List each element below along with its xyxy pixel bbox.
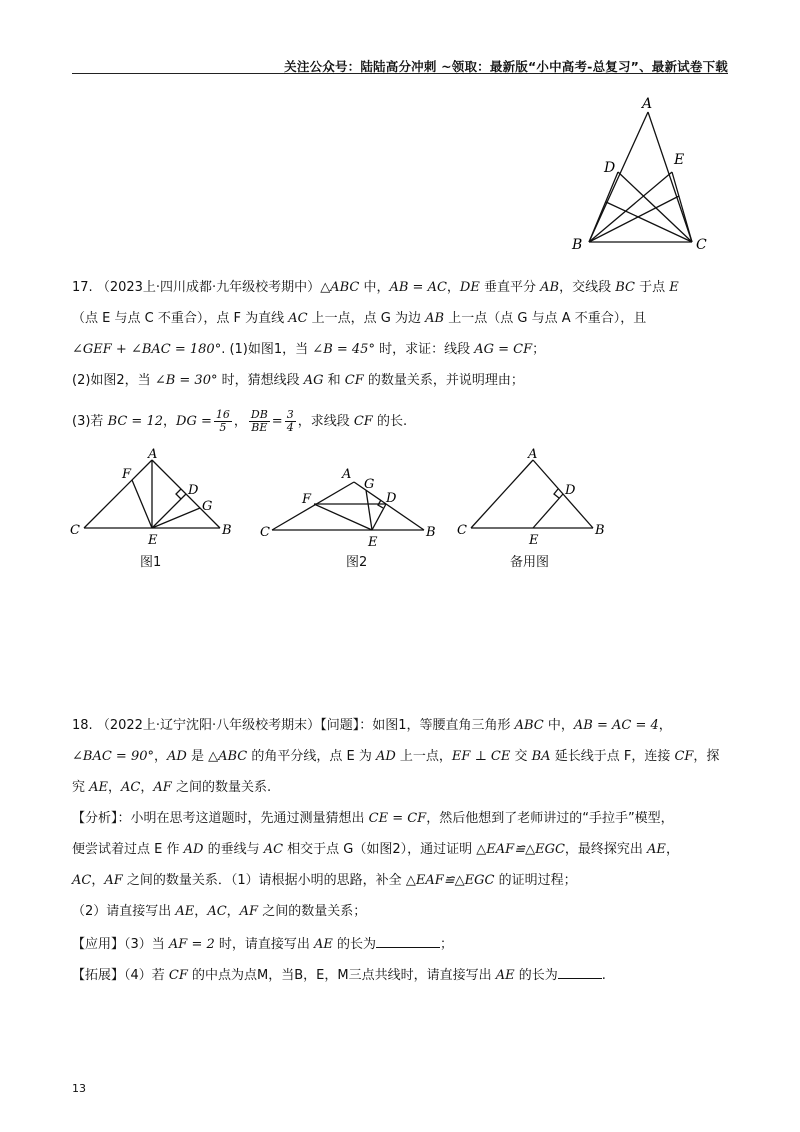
q18-line-2: ∠BAC = 90°，AD 是 △ABC 的角平分线，点 E 为 AD 上一点，EF ⊥ CE 交 BA 延长线于点 F，连接 CF，探 [72, 749, 720, 764]
top-label-a: A [642, 96, 653, 112]
fig3-label-e: E [529, 533, 539, 546]
q18-source: （2022上·辽宁沈阳·八年级校考期末） [96, 718, 321, 733]
q18-line-8: 【应用】（3）当 AF = 2 时，请直接写出 AE 的长为 ； [72, 933, 732, 955]
q17-number: 17. [72, 280, 93, 295]
top-label-c: C [696, 237, 707, 253]
q18-line-1: 18. （2022上·辽宁沈阳·八年级校考期末）【问题】：如图1，等腰直角三角形 ABC 中，AB = AC = 4， [72, 718, 672, 733]
fig3-side-ca [471, 460, 533, 528]
q17-frac-ratio: $\frac{3}{4}$ [286, 408, 294, 434]
fig3-seg-ed [533, 494, 563, 528]
fig2-side-ca [272, 482, 354, 530]
q17-figure-3 [455, 446, 615, 546]
fig3-label-d: D [565, 483, 576, 498]
fig3-label-c: C [457, 523, 467, 538]
fig2-label-c: C [260, 525, 270, 540]
q18-line-3: 究 AE，AC，AF 之间的数量关系. [72, 780, 272, 795]
header-text: 关注公众号：陆陆高分冲刺 ~领取：最新版“小中高考-总复习”、最新试卷下载 [284, 59, 728, 74]
fig2-label-d: D [386, 491, 397, 506]
q17-figure-2 [258, 458, 438, 548]
q18-number: 18. [72, 718, 93, 733]
q18-answer-blank-3[interactable] [376, 933, 440, 948]
q18-line-4: 【分析】：小明在思考这道题时，先通过测量猜想出 CE = CF，然后他想到了老师讲过的“手拉手”模型， [72, 811, 674, 826]
q17-figure-1 [68, 446, 238, 546]
top-seg-bd [589, 172, 618, 242]
q18-line-9: 【拓展】（4）若 CF 的中点为点M，当B，E，M三点共线时，请直接写出 AE 的长为 . [72, 964, 732, 986]
q17-line-5: (3)若 BC = 12，DG = $\frac{16}{5}$ ， $\frac{DB}{BE}$ = $\frac{3}{4}$ ，求线段 CF 的长. [72, 408, 408, 434]
fig1-caption: 图1 [140, 555, 162, 570]
top-triangle-figure [570, 92, 720, 257]
top-label-e: E [674, 152, 685, 168]
fig1-label-b: B [222, 523, 232, 538]
q17-line-4: (2)如图2，当 ∠B = 30° 时，猜想线段 AG 和 CF 的数量关系，并说明理由； [72, 373, 524, 388]
fig1-label-a: A [148, 447, 158, 462]
q17-line-2: （点 E 与点 C 不重合），点 F 为直线 AC 上一点，点 G 为边 AB 上一点（点 G 与点 A 不重合），且 [72, 311, 647, 326]
top-label-d: D [604, 160, 616, 176]
fig2-label-b: B [426, 525, 436, 540]
fig1-label-g: G [202, 499, 213, 514]
header-rule [72, 73, 728, 74]
fig1-side-ca [84, 460, 152, 528]
fig2-seg-ed [372, 504, 386, 530]
fig1-seg-ef [132, 480, 152, 528]
q17-frac-dg: $\frac{16}{5}$ [215, 408, 230, 434]
fig3-label-a: A [528, 447, 538, 462]
top-seg-cx [606, 202, 692, 242]
fig3-label-b: B [595, 523, 605, 538]
q18-line-7: （2）请直接写出 AE，AC，AF 之间的数量关系； [72, 904, 367, 919]
fig1-seg-eg [152, 508, 200, 528]
top-seg-be [589, 172, 672, 242]
q18-line-6: AC，AF 之间的数量关系．（1）请根据小明的思路，补全 △EAF≌△EGC 的证明过程； [72, 873, 577, 888]
fig2-seg-ef [314, 504, 372, 530]
fig1-label-f: F [122, 467, 132, 482]
fig1-label-c: C [70, 523, 80, 538]
fig2-seg-eg [366, 490, 372, 530]
fig1-label-e: E [148, 533, 158, 546]
fig1-label-d: D [188, 483, 199, 498]
fig3-caption: 备用图 [510, 555, 550, 570]
top-seg-cd [618, 172, 692, 242]
q17-source: （2023上·四川成都·九年级校考期中） [96, 280, 321, 295]
fig2-label-a: A [342, 467, 352, 482]
fig2-caption: 图2 [346, 555, 368, 570]
fig2-label-e: E [368, 535, 378, 548]
q18-line-5: 便尝试着过点 E 作 AD 的垂线与 AC 相交于点 G（如图2），通过证明 △EAF≌△EGC，最终探究出 AE， [72, 842, 679, 857]
q17-frac-db-be: $\frac{DB}{BE}$ [250, 408, 268, 434]
q17-line-3: ∠GEF + ∠BAC = 180°. (1)如图1，当 ∠B = 45° 时，求证：线段 AG = CF； [72, 342, 546, 357]
fig3-right-angle-mark [554, 489, 559, 498]
top-label-b: B [572, 237, 583, 253]
q17-line-1: 17. （2023上·四川成都·九年级校考期中）△ABC 中，AB = AC，DE 垂直平分 AB，交线段 BC 于点 E [72, 280, 679, 295]
top-side-ac [648, 112, 692, 242]
top-side-ab [589, 112, 648, 242]
page-number: 13 [72, 1082, 86, 1095]
q18-answer-blank-4[interactable] [558, 964, 602, 979]
fig1-right-angle-mark [176, 489, 181, 499]
fig2-label-f: F [302, 492, 312, 507]
top-seg-ce [672, 172, 692, 242]
top-seg-bx [589, 196, 679, 242]
fig2-label-g: G [364, 477, 375, 492]
